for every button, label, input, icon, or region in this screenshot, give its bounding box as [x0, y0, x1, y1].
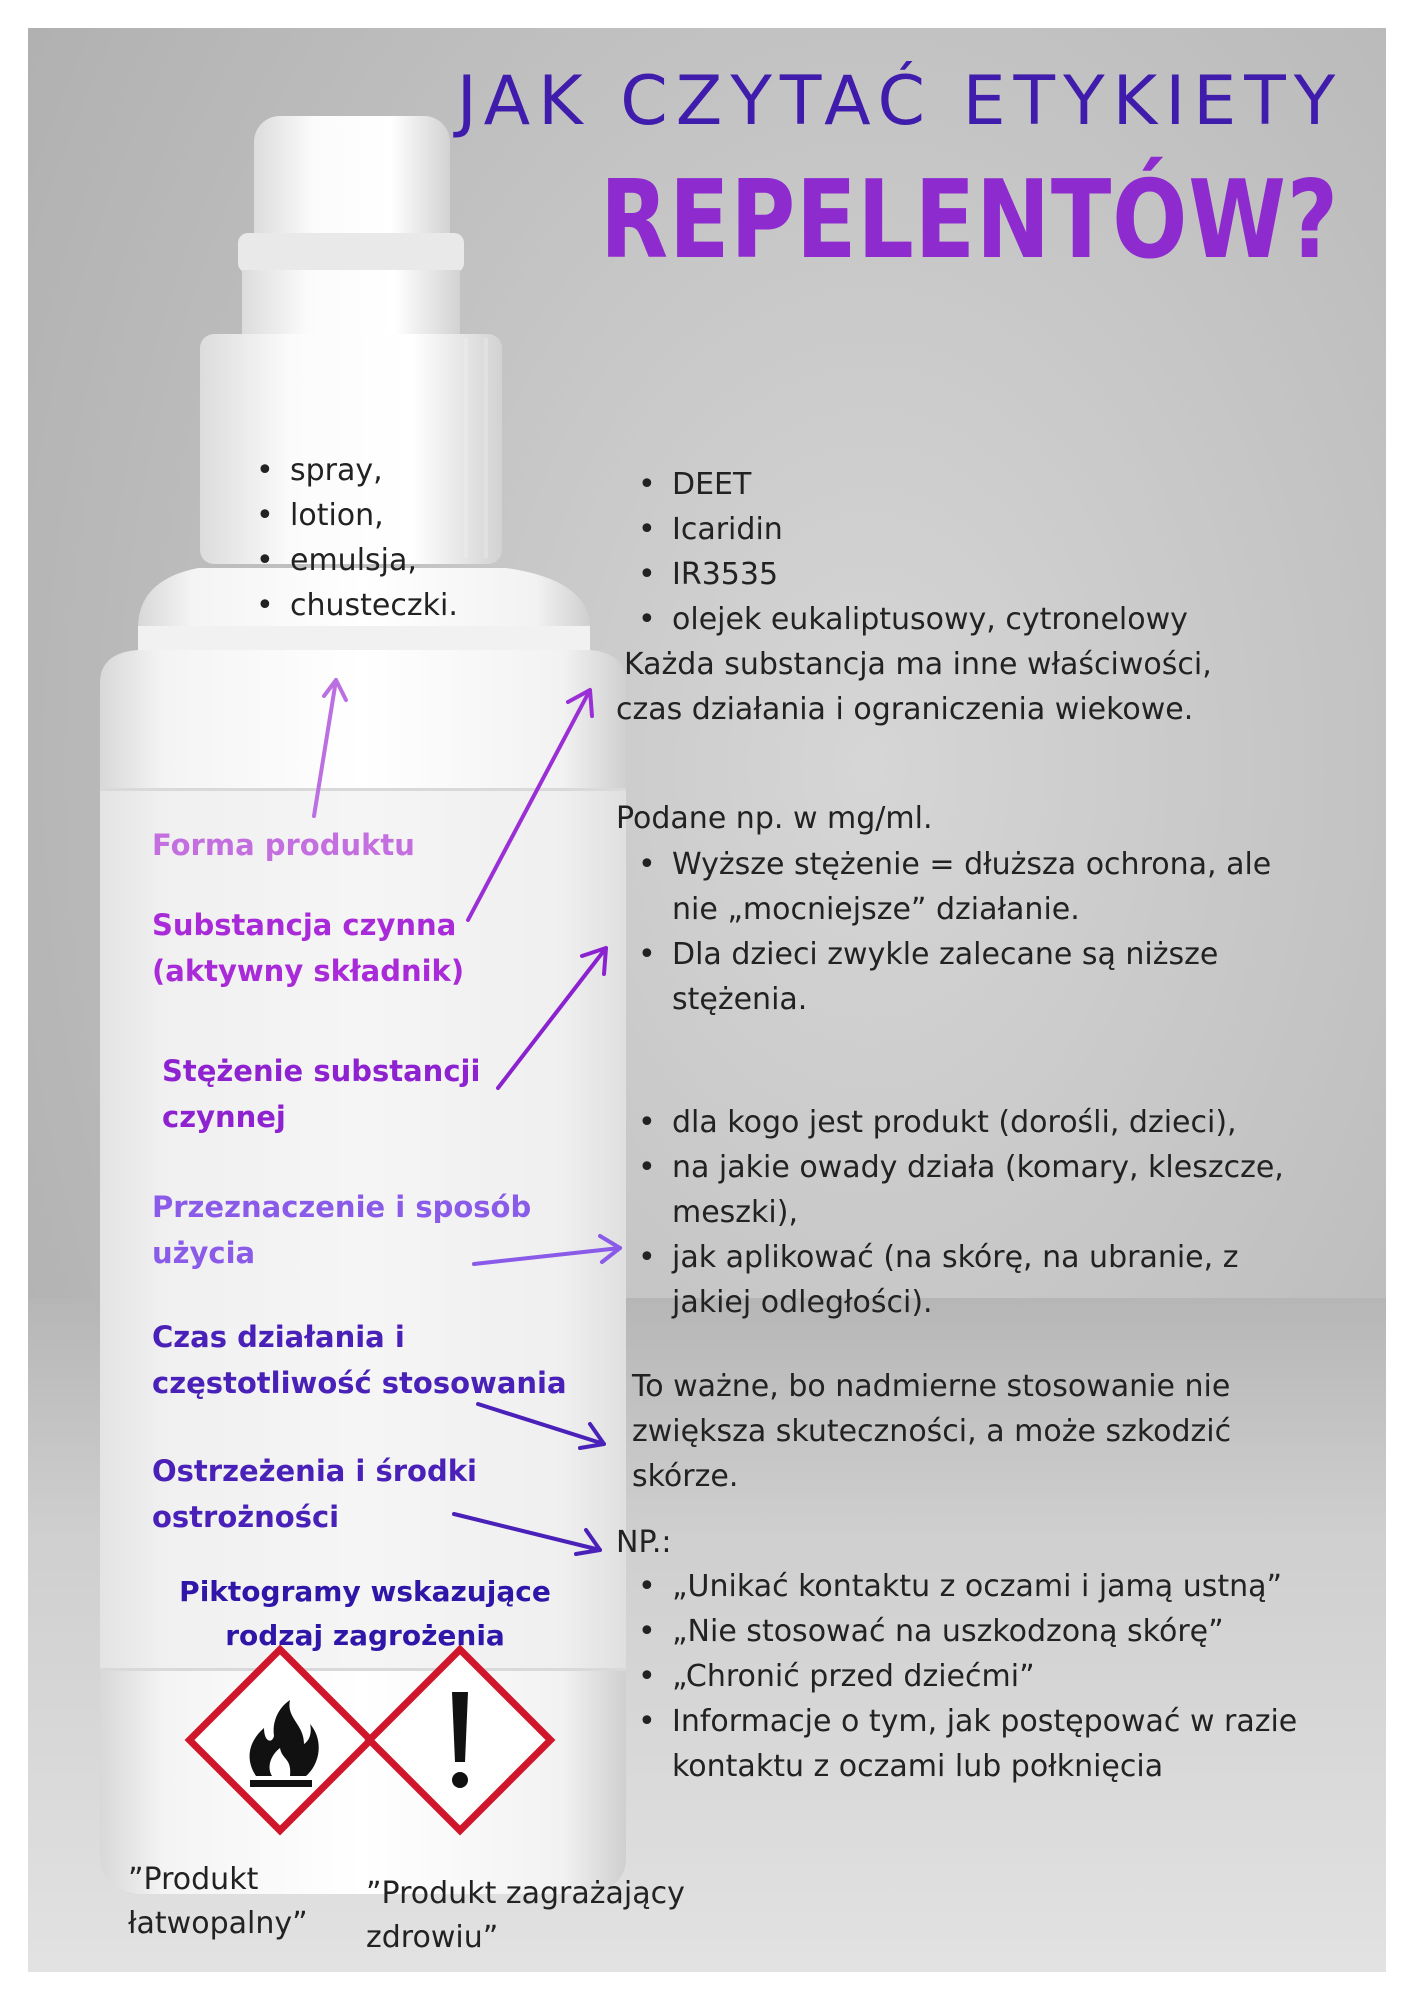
label-substancja: Substancja czynna (aktywny składnik)	[152, 908, 465, 988]
list-item: • Informacje o tym, jak postępować w razie kontaktu z oczami lub połknięcia	[634, 1699, 1297, 1789]
title-line-1: JAK CZYTAĆ ETYKIETY	[456, 62, 1344, 141]
list-item: • chusteczki.	[252, 583, 458, 628]
caption-flammable: ”Produkt łatwopalny”	[128, 1862, 308, 1941]
list-item: • Wyższe stężenie = dłuższa ochrona, ale nie „mocniejsze” działanie.	[634, 842, 1271, 932]
label-forma: Forma produktu	[152, 828, 415, 862]
label-przeznaczenie: Przeznaczenie i sposób użycia	[152, 1190, 532, 1270]
note-line: Każda substancja ma inne właściwości,	[624, 647, 1212, 682]
label-stezenie: Stężenie substancji czynnej	[162, 1054, 481, 1134]
list-item: • olejek eukaliptusowy, cytronelowy	[634, 597, 1188, 642]
list-item: • lotion,	[252, 493, 458, 538]
caption-health-hazard: ”Produkt zagrażający zdrowiu”	[366, 1876, 685, 1955]
forma-list	[252, 448, 458, 628]
title-line-2: REPELENTÓW?	[600, 158, 1339, 283]
list-item: • IR3535	[634, 552, 1188, 597]
label-ostrzezenia: Ostrzeżenia i środki ostrożności	[152, 1454, 477, 1534]
substancje-list	[634, 462, 1188, 642]
bottle-nozzle	[238, 116, 464, 340]
list-item: • „Nie stosować na uszkodzoną skórę”	[634, 1609, 1297, 1654]
list-item: • dla kogo jest produkt (dorośli, dzieci),	[634, 1100, 1284, 1145]
stezenie-intro: Podane np. w mg/ml.	[616, 801, 933, 836]
list-item: • Icaridin	[634, 507, 1188, 552]
przeznaczenie-list	[634, 1100, 1284, 1325]
list-item: • „Chronić przed dziećmi”	[634, 1654, 1297, 1699]
list-item: • Dla dzieci zwykle zalecane są niższe stężenia.	[634, 932, 1271, 1022]
ostrzezenia-intro: NP.:	[616, 1525, 672, 1560]
stezenie-list	[634, 842, 1271, 1022]
list-item: • spray,	[252, 448, 458, 493]
ostrzezenia-list	[634, 1564, 1297, 1789]
label-piktogramy: Piktogramy wskazujące rodzaj zagrożenia	[179, 1575, 551, 1652]
czas-text: To ważne, bo nadmierne stosowanie nie zwiększa skuteczności, a może szkodzić skórze.	[632, 1369, 1232, 1494]
list-item: • na jakie owady działa (komary, kleszcze, meszki),	[634, 1145, 1284, 1235]
note-line: czas działania i ograniczenia wiekowe.	[616, 692, 1194, 727]
substancje-note	[616, 642, 1212, 732]
label-czas: Czas działania i częstotliwość stosowania	[152, 1320, 567, 1400]
list-item: • jak aplikować (na skórę, na ubranie, z jakiej odległości).	[634, 1235, 1284, 1325]
list-item: • „Unikać kontaktu z oczami i jamą ustną”	[634, 1564, 1297, 1609]
list-item: • emulsja,	[252, 538, 458, 583]
list-item: • DEET	[634, 462, 1188, 507]
